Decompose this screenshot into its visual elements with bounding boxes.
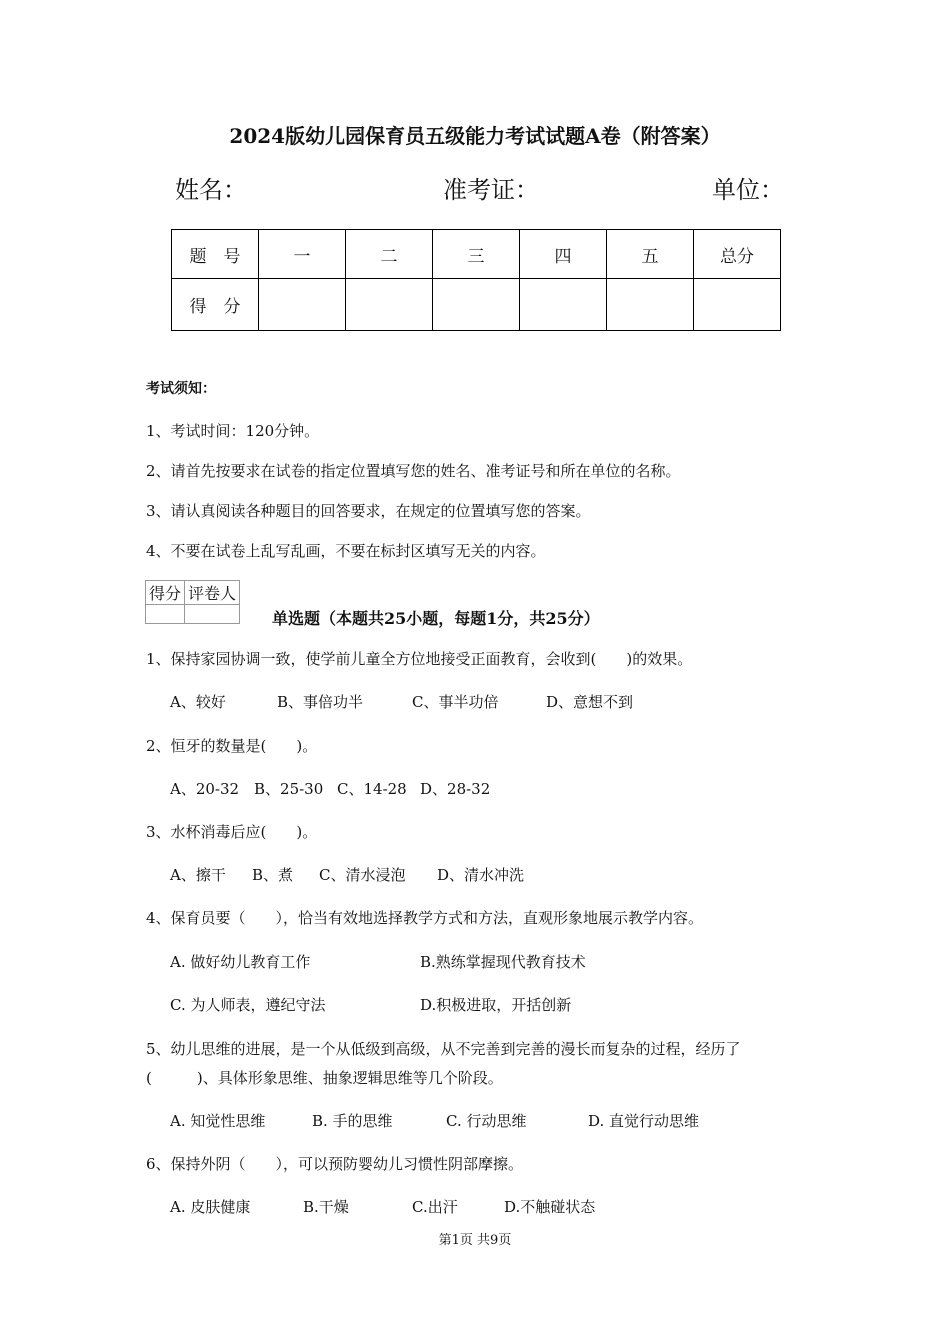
option[interactable]: A、擦干 xyxy=(170,866,226,884)
score-table-header-cell: 一 xyxy=(259,230,346,279)
grader-box xyxy=(145,580,240,624)
option[interactable]: B、事倍功半 xyxy=(277,693,364,711)
score-table-header-cell: 四 xyxy=(520,230,607,279)
score-table-header-cell: 五 xyxy=(607,230,694,279)
notice-item: 4、不要在试卷上乱写乱画，不要在标封区填写无关的内容。 xyxy=(146,542,546,560)
score-cell[interactable] xyxy=(694,279,781,331)
option[interactable]: C、14-28 xyxy=(337,780,407,798)
question-stem: 4、保育员要（ ），恰当有效地选择教学方式和方法，直观形象地展示教学内容。 xyxy=(146,909,704,927)
option[interactable]: C、清水浸泡 xyxy=(319,866,406,884)
option[interactable]: C.出汗 xyxy=(412,1198,458,1216)
question-stem: 1、保持家园协调一致，使学前儿童全方位地接受正面教育，会收到( )的效果。 xyxy=(146,650,693,668)
score-cell[interactable] xyxy=(259,279,346,331)
option[interactable]: B.干燥 xyxy=(303,1198,349,1216)
option[interactable]: D、清水冲洗 xyxy=(437,866,525,884)
option[interactable]: D、28-32 xyxy=(420,780,491,798)
score-cell[interactable] xyxy=(607,279,694,331)
option[interactable]: D. 直觉行动思维 xyxy=(588,1112,700,1130)
grader-reviewer-label: 评卷人 xyxy=(185,581,240,605)
score-table-header-cell: 题 号 xyxy=(172,230,259,279)
score-table-header-row xyxy=(172,230,781,279)
score-table-header-cell: 三 xyxy=(433,230,520,279)
option[interactable]: B.熟练掌握现代教育技术 xyxy=(420,953,586,971)
option[interactable]: A、较好 xyxy=(170,693,226,711)
option[interactable]: D、意想不到 xyxy=(546,693,634,711)
option[interactable]: A. 知觉性思维 xyxy=(170,1112,266,1130)
score-cell[interactable] xyxy=(346,279,433,331)
option[interactable]: D.不触碰状态 xyxy=(504,1198,596,1216)
name-field-label: 姓名： xyxy=(175,176,247,204)
question-stem: 3、水杯消毒后应( )。 xyxy=(146,823,318,841)
score-table-header-cell: 总分 xyxy=(694,230,781,279)
option[interactable]: C、事半功倍 xyxy=(412,693,499,711)
unit-field-label: 单位： xyxy=(712,176,784,204)
score-table-header-cell: 二 xyxy=(346,230,433,279)
grader-score-label: 得分 xyxy=(146,581,185,605)
notice-heading: 考试须知： xyxy=(146,381,216,397)
option[interactable]: C. 为人师表，遵纪守法 xyxy=(170,996,326,1014)
notice-item: 1、考试时间：120分钟。 xyxy=(146,422,320,440)
grader-score-cell[interactable] xyxy=(146,605,185,624)
question-stem: 5、幼儿思维的进展，是一个从低级到高级，从不完善到完善的漫长而复杂的过程，经历了 xyxy=(146,1040,741,1058)
score-cell[interactable] xyxy=(433,279,520,331)
score-cell[interactable] xyxy=(520,279,607,331)
section-title: 单选题（本题共25小题，每题1分，共25分） xyxy=(272,609,600,628)
option[interactable]: B. 手的思维 xyxy=(312,1112,393,1130)
grader-reviewer-cell[interactable] xyxy=(185,605,240,624)
option[interactable]: A. 皮肤健康 xyxy=(170,1198,251,1216)
option[interactable]: B、25-30 xyxy=(254,780,324,798)
score-table xyxy=(171,229,781,331)
question-stem: 2、恒牙的数量是( )。 xyxy=(146,737,318,755)
notice-item: 3、请认真阅读各种题目的回答要求，在规定的位置填写您的答案。 xyxy=(146,502,591,520)
document-title: 2024版幼儿园保育员五级能力考试试题A卷（附答案） xyxy=(229,124,721,148)
option[interactable]: B、煮 xyxy=(252,866,294,884)
score-row-label: 得 分 xyxy=(172,279,259,331)
option[interactable]: D.积极进取，开括创新 xyxy=(420,996,572,1014)
notice-item: 2、请首先按要求在试卷的指定位置填写您的姓名、准考证号和所在单位的名称。 xyxy=(146,462,681,480)
exam-id-field-label: 准考证： xyxy=(443,176,539,204)
option[interactable]: A. 做好幼儿教育工作 xyxy=(170,953,311,971)
option[interactable]: A、20-32 xyxy=(170,780,240,798)
option[interactable]: C. 行动思维 xyxy=(446,1112,527,1130)
page-number: 第1页 共9页 xyxy=(438,1233,512,1248)
question-stem: 6、保持外阴（ ），可以预防婴幼儿习惯性阴部摩擦。 xyxy=(146,1155,524,1173)
score-table-score-row xyxy=(172,279,781,331)
question-stem-continued: ( )、具体形象思维、抽象逻辑思维等几个阶段。 xyxy=(146,1069,503,1087)
